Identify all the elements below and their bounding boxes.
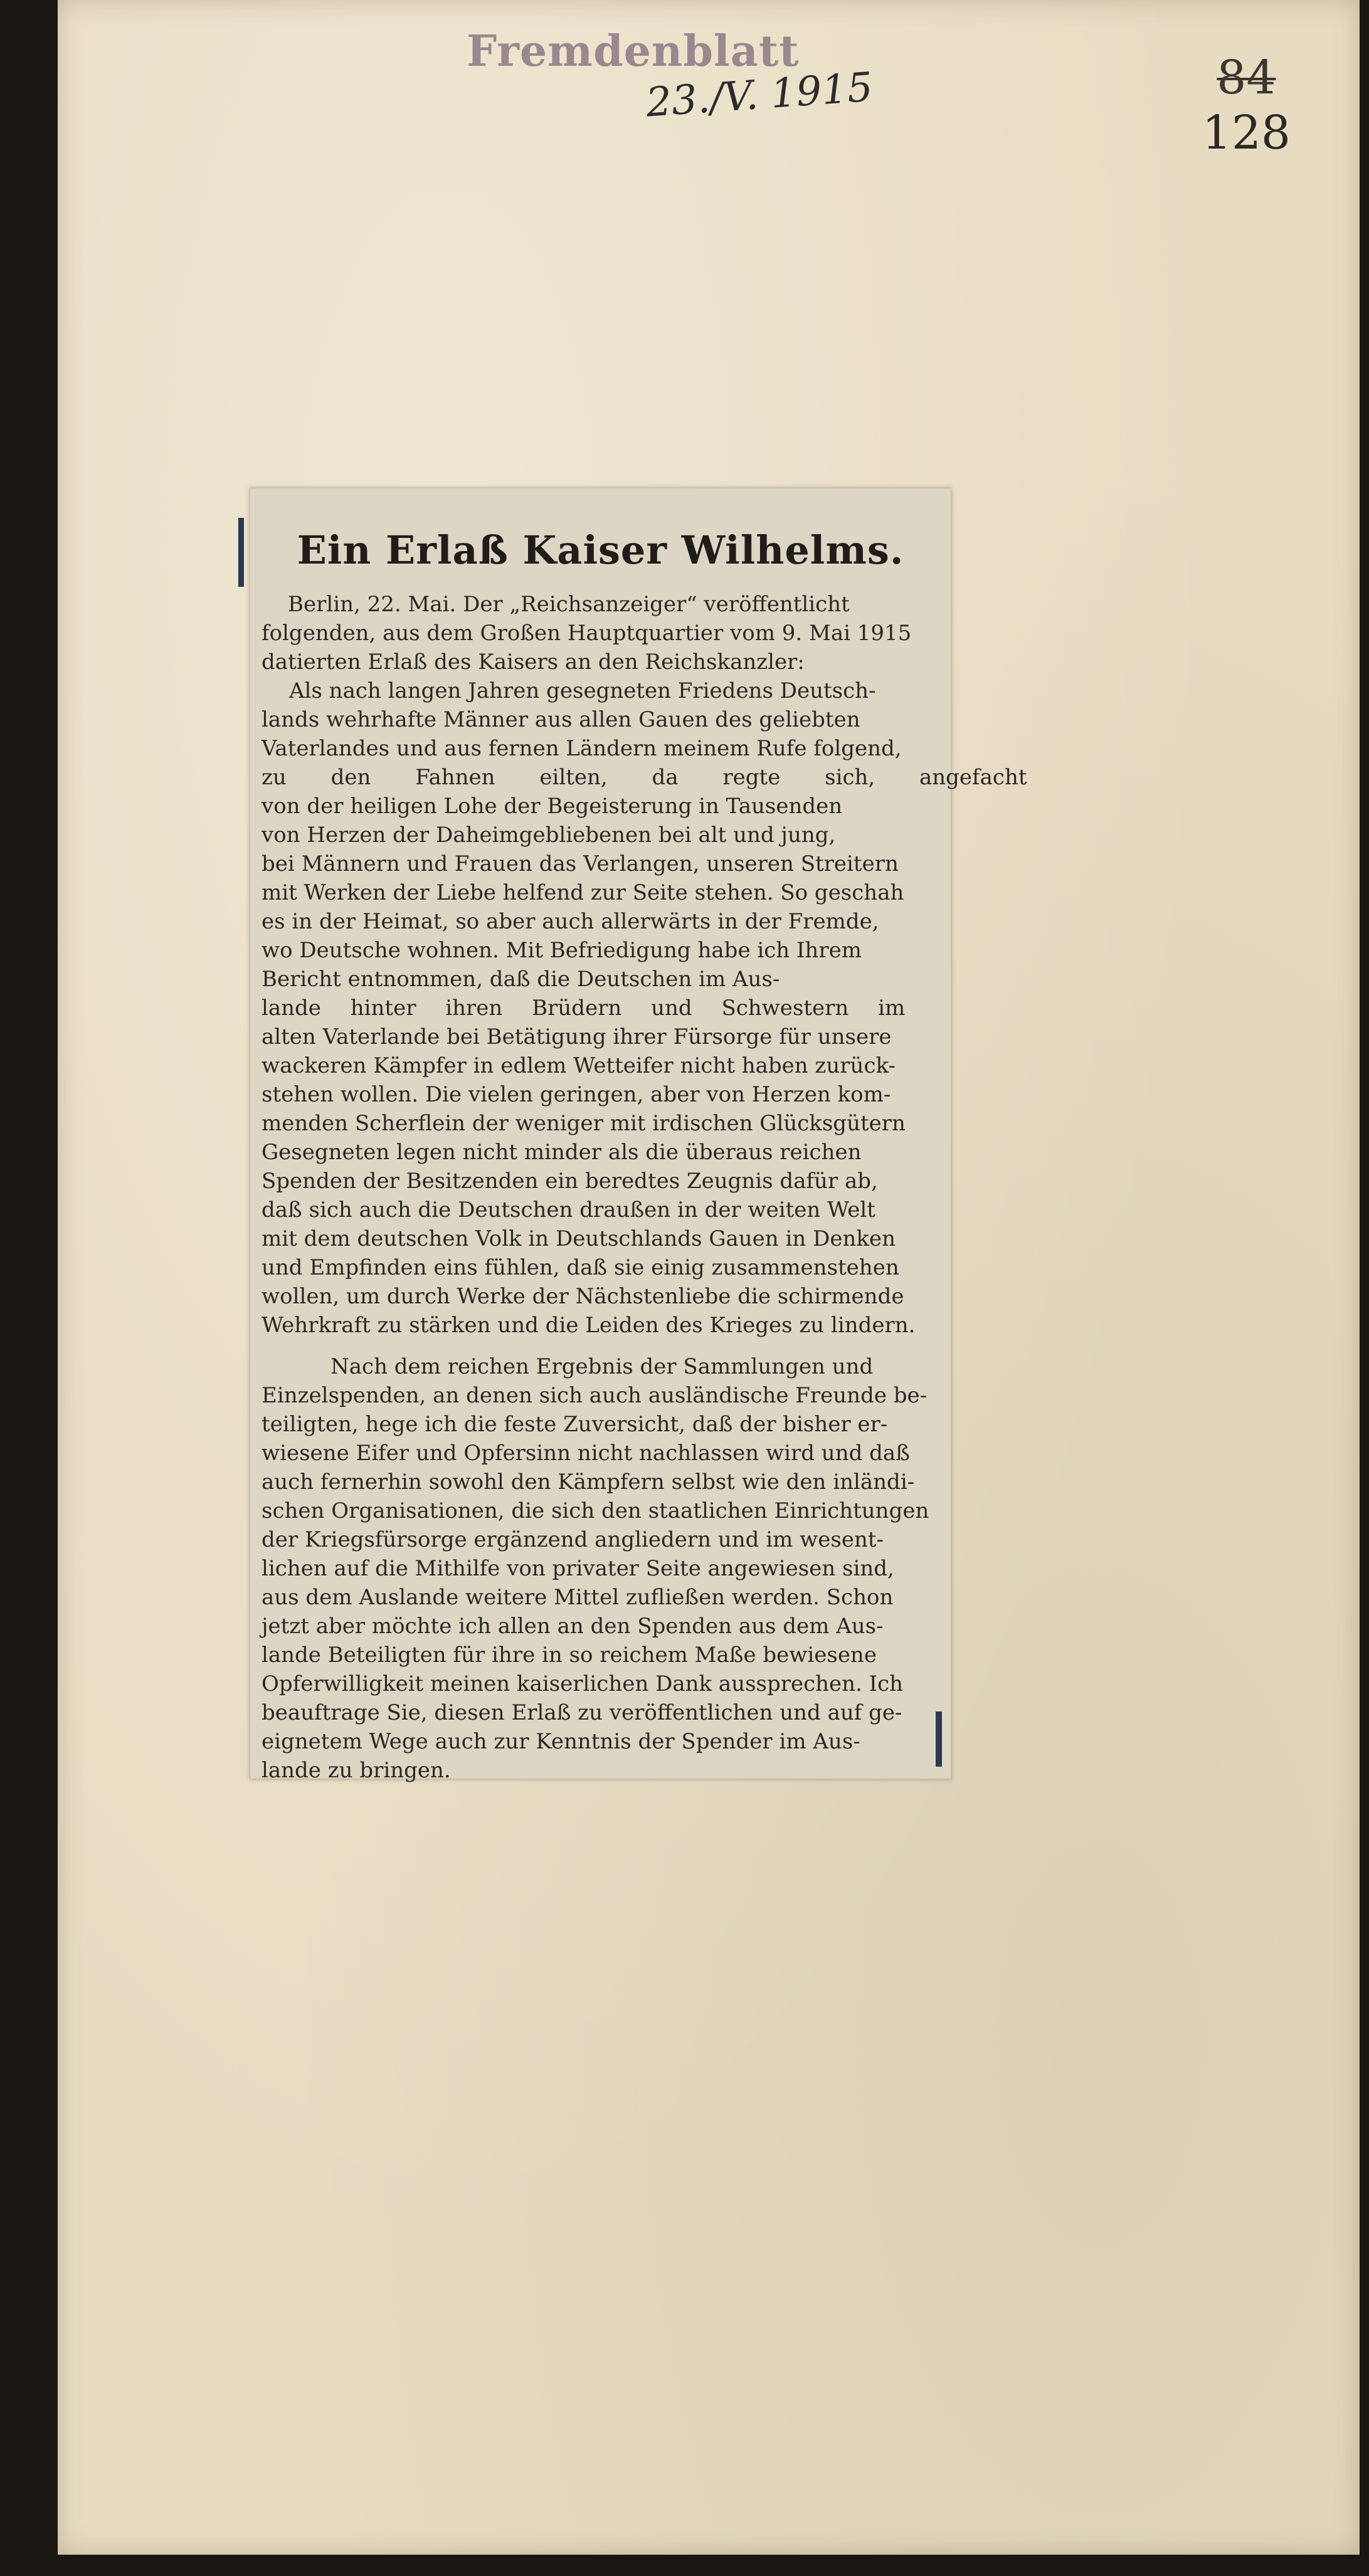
article-line: es in der Heimat, so aber auch allerwärts in der Fremde, (262, 909, 879, 934)
article-line: wo Deutsche wohnen. Mit Befriedigung habe ich Ihrem (262, 938, 862, 963)
article-line: aus dem Auslande weitere Mittel zufließen werden. Schon (262, 1585, 894, 1610)
article-line: eignetem Wege auch zur Kenntnis der Spender im Aus- (262, 1729, 860, 1754)
article-line: lands wehrhafte Männer aus allen Gauen des geliebten (262, 707, 860, 732)
article-line: zu den Fahnen eilten, da regte sich, angefacht (262, 765, 1027, 790)
article-line: datierten Erlaß des Kaisers an den Reichskanzler: (262, 649, 805, 675)
article-line: Nach dem reichen Ergebnis der Sammlungen und (330, 1354, 874, 1379)
article-line: folgenden, aus dem Großen Hauptquartier vom 9. Mai 1915 (262, 621, 912, 646)
article-line: menden Scherflein der weniger mit irdischen Glücksgütern (262, 1111, 906, 1136)
source-stamp: Fremdenblatt (467, 26, 800, 76)
article-headline: Ein Erlaß Kaiser Wilhelms. (297, 527, 904, 573)
article-line: jetzt aber möchte ich allen an den Spenden aus dem Aus- (262, 1614, 884, 1639)
article-line: wollen, um durch Werke der Nächstenliebe die schirmende (262, 1284, 904, 1309)
struck-folio-number: 84 (1217, 51, 1276, 105)
article-line: Vaterlandes und aus fernen Ländern meinem Rufe folgend, (262, 736, 902, 761)
article-line: lande hinter ihren Brüdern und Schwestern im (262, 996, 906, 1021)
folio-number: 128 (1202, 106, 1291, 160)
article-line: Wehrkraft zu stärken und die Leiden des Krieges zu lindern. (262, 1313, 916, 1338)
margin-mark-right (936, 1711, 942, 1767)
article-line: Bericht entnommen, daß die Deutschen im Aus- (262, 967, 780, 992)
article-line: lichen auf die Mithilfe von privater Seite angewiesen sind, (262, 1556, 894, 1581)
article-line: mit Werken der Liebe helfend zur Seite stehen. So geschah (262, 880, 904, 905)
article-line: Opferwilligkeit meinen kaiserlichen Dank aussprechen. Ich (262, 1671, 904, 1696)
article-line: auch fernerhin sowohl den Kämpfern selbst wie den inländi- (262, 1469, 915, 1495)
article-line: lande zu bringen. (262, 1758, 451, 1783)
article-line: wackeren Kämpfer in edlem Wetteifer nicht haben zurück- (262, 1053, 896, 1078)
article-line: daß sich auch die Deutschen draußen in der weiten Welt (262, 1197, 875, 1222)
article-line: Berlin, 22. Mai. Der „Reichsanzeiger“ veröffentlicht (288, 592, 850, 617)
article-line: der Kriegsfürsorge ergänzend angliedern und im wesent- (262, 1527, 884, 1552)
handwritten-date: 23./V. 1915 (644, 64, 875, 127)
article-line: mit dem deutschen Volk in Deutschlands Gauen in Denken (262, 1226, 896, 1251)
article-line: teiligten, hege ich die feste Zuversicht, daß der bisher er- (262, 1412, 888, 1437)
article-line: Gesegneten legen nicht minder als die überaus reichen (262, 1140, 862, 1165)
article-line: beauftrage Sie, diesen Erlaß zu veröffentlichen und auf ge- (262, 1700, 902, 1725)
article-line: Spenden der Besitzenden ein beredtes Zeugnis dafür ab, (262, 1169, 878, 1194)
article-line: lande Beteiligten für ihre in so reichem Maße bewiesene (262, 1643, 877, 1668)
article-line: stehen wollen. Die vielen geringen, aber von Herzen kom- (262, 1082, 891, 1107)
article-line: schen Organisationen, die sich den staatlichen Einrichtungen (262, 1498, 929, 1523)
article-line: wiesene Eifer und Opfersinn nicht nachlassen wird und daß (262, 1441, 910, 1466)
folio-numbers (1202, 50, 1291, 160)
newspaper-clipping (250, 488, 1027, 1783)
article-line: und Empfinden eins fühlen, daß sie einig zusammenstehen (262, 1255, 899, 1280)
article-line: von Herzen der Daheimgebliebenen bei alt und jung, (262, 823, 836, 848)
margin-mark-left (238, 518, 244, 587)
article-line: von der heiligen Lohe der Begeisterung in Tausenden (262, 794, 843, 819)
article-line: Als nach langen Jahren gesegneten Friedens Deutsch- (289, 678, 876, 703)
article-line: bei Männern und Frauen das Verlangen, unseren Streitern (262, 851, 899, 876)
article-line: Einzelspenden, an denen sich auch ausländische Freunde be- (262, 1383, 928, 1408)
article-line: alten Vaterlande bei Betätigung ihrer Fürsorge für unsere (262, 1024, 892, 1049)
